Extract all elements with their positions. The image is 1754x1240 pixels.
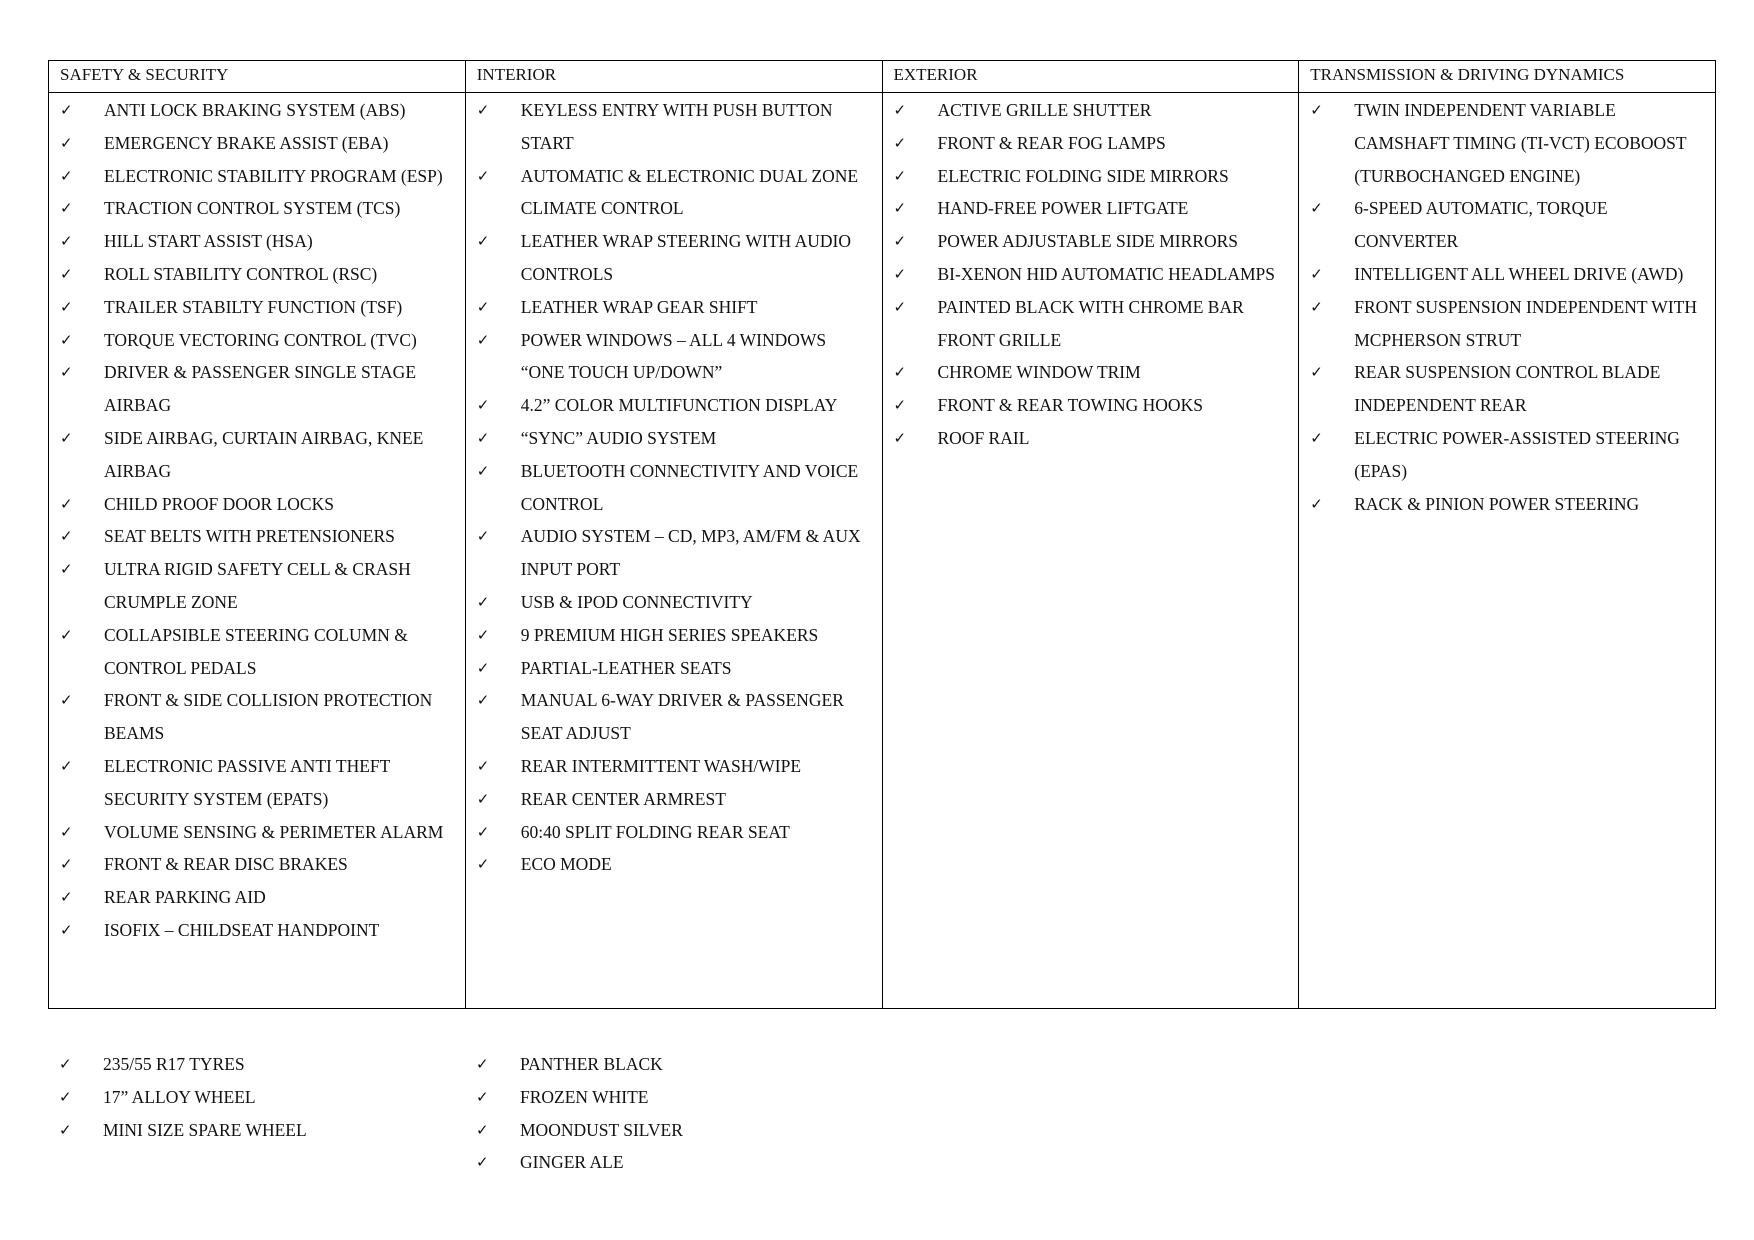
list-item-text: REAR SUSPENSION CONTROL BLADE INDEPENDENT REAR [1354,362,1661,416]
list-item-text: PANTHER BLACK [520,1054,663,1074]
list-item [49,324,465,357]
list-item-text: REAR CENTER ARMREST [520,788,726,809]
checkmark-icon: ✓ [893,363,907,382]
list-item-text: RACK & PINION POWER STEERING [1354,493,1640,514]
checkmark-icon: ✓ [476,1055,489,1073]
list-item-text: SIDE AIRBAG, CURTAIN AIRBAG, KNEE AIRBAG [104,427,424,481]
checkmark-icon: ✓ [476,789,490,808]
list-item-text: ACTIVE GRILLE SHUTTER [937,100,1152,120]
checkmark-icon: ✓ [893,396,907,415]
column-header-interior: INTERIOR [465,61,882,93]
list-item-text: PAINTED BLACK WITH CHROME BAR FRONT GRILLE [937,296,1244,350]
list-item-text: ROLL STABILITY CONTROL (RSC) [104,263,378,284]
list-item-text: HAND-FREE POWER LIFTGATE [937,198,1189,219]
list-item-text: MOONDUST SILVER [520,1119,683,1140]
list-item [49,816,465,849]
checkmark-icon: ✓ [476,166,490,185]
checkmark-icon: ✓ [893,428,907,447]
checkmark-icon: ✓ [476,855,490,874]
list-item [883,258,1299,291]
list-item-text: DRIVER & PASSENGER SINGLE STAGE AIRBAG [104,362,417,416]
list-item-text: REAR PARKING AID [104,887,266,908]
exterior-list [883,94,1299,455]
list-item-text: AUDIO SYSTEM – CD, MP3, AM/FM & AUX INPUT PORT [520,526,861,580]
checkmark-icon: ✓ [476,822,490,841]
list-item [1299,291,1715,357]
checkmark-icon: ✓ [1310,494,1323,513]
checkmark-icon: ✓ [476,461,490,480]
list-item [49,553,465,619]
checkmark-icon: ✓ [476,297,490,316]
list-item-text: POWER ADJUSTABLE SIDE MIRRORS [937,231,1239,252]
list-item-text: EMERGENCY BRAKE ASSIST (EBA) [104,132,389,153]
list-item [883,94,1299,127]
list-item [49,225,465,258]
checkmark-icon: ✓ [60,822,73,841]
list-item-text: FROZEN WHITE [520,1086,649,1107]
checkmark-icon: ✓ [60,264,73,283]
list-item [49,160,465,193]
checkmark-icon: ✓ [60,363,73,382]
list-item [49,127,465,160]
list-item [1299,422,1715,488]
list-item [1299,192,1715,258]
list-item-text: REAR INTERMITTENT WASH/WIPE [520,755,802,776]
list-item [48,1081,466,1114]
checkmark-icon: ✓ [893,101,907,119]
checkmark-icon: ✓ [59,1055,72,1073]
list-item [465,1114,883,1147]
list-item [466,94,882,160]
list-item [49,192,465,225]
checkmark-icon: ✓ [60,625,73,644]
list-item-text: 6-SPEED AUTOMATIC, TORQUE CONVERTER [1354,198,1608,252]
checkmark-icon: ✓ [60,855,73,874]
list-item-text: ELECTRIC FOLDING SIDE MIRRORS [937,165,1229,186]
list-item-text: FRONT SUSPENSION INDEPENDENT WITH MCPHERSON STRUT [1354,296,1697,350]
list-item [466,684,882,750]
checkmark-icon: ✓ [60,494,73,513]
list-item [466,750,882,783]
checkmark-icon: ✓ [893,133,907,152]
list-item-text: TORQUE VECTORING CONTROL (TVC) [104,329,417,350]
list-item [1299,94,1715,192]
checkmark-icon: ✓ [1310,199,1323,218]
colors-list [465,1048,883,1179]
list-item-text: HILL START ASSIST (HSA) [104,231,313,252]
list-item [466,324,882,390]
list-item-text: AUTOMATIC & ELECTRONIC DUAL ZONE CLIMATE CONTROL [520,165,859,219]
column-header-safety: SAFETY & SECURITY [49,61,466,93]
checkmark-icon: ✓ [476,1087,489,1106]
list-item-text: INTELLIGENT ALL WHEEL DRIVE (AWD) [1354,263,1684,284]
list-item [883,127,1299,160]
table-body-row [49,93,1716,1009]
list-item-text: ANTI LOCK BRAKING SYSTEM (ABS) [104,100,406,120]
checkmark-icon: ✓ [60,330,73,349]
list-item-text: ROOF RAIL [937,427,1030,448]
list-item [49,848,465,881]
list-item [466,520,882,586]
list-item [49,619,465,685]
list-item-text: LEATHER WRAP STEERING WITH AUDIO CONTROLS [520,231,851,284]
list-item [883,192,1299,225]
checkmark-icon: ✓ [1310,428,1323,447]
list-item-text: 9 PREMIUM HIGH SERIES SPEAKERS [520,624,819,645]
safety-list [49,94,465,947]
feature-table [48,60,1716,1009]
checkmark-icon: ✓ [60,888,73,907]
tyres-section [48,1048,466,1146]
checkmark-icon: ✓ [60,691,73,710]
checkmark-icon: ✓ [1310,297,1323,316]
table-header-row [49,61,1716,93]
exterior-column [882,93,1299,1009]
list-item-text: MANUAL 6-WAY DRIVER & PASSENGER SEAT ADJUST [520,690,844,744]
list-item [49,291,465,324]
list-item-text: BI-XENON HID AUTOMATIC HEADLAMPS [937,263,1276,284]
checkmark-icon: ✓ [476,232,490,251]
list-item-text: POWER WINDOWS – ALL 4 WINDOWS “ONE TOUCH UP/DOWN” [520,329,827,383]
list-item [466,783,882,816]
list-item [49,356,465,422]
checkmark-icon: ✓ [60,560,73,579]
checkmark-icon: ✓ [893,264,907,283]
checkmark-icon: ✓ [476,756,490,775]
checkmark-icon: ✓ [60,133,73,152]
list-item-text: FRONT & REAR TOWING HOOKS [937,395,1203,416]
checkmark-icon: ✓ [60,199,73,218]
interior-list [466,94,882,881]
interior-column [465,93,882,1009]
list-item-text: KEYLESS ENTRY WITH PUSH BUTTON START [520,100,833,153]
checkmark-icon: ✓ [60,297,73,316]
list-item [465,1146,883,1179]
list-item-text: COLLAPSIBLE STEERING COLUMN & CONTROL PEDALS [104,624,408,678]
checkmark-icon: ✓ [59,1120,72,1139]
list-item-text: “SYNC” AUDIO SYSTEM [520,427,717,448]
list-item-text: 235/55 R17 TYRES [103,1054,245,1074]
list-item-text: 60:40 SPLIT FOLDING REAR SEAT [520,821,790,842]
checkmark-icon: ✓ [1310,264,1323,283]
list-item [1299,356,1715,422]
list-item [883,422,1299,455]
list-item [466,848,882,881]
list-item [48,1048,466,1081]
checkmark-icon: ✓ [1310,101,1323,119]
list-item-text: 17” ALLOY WHEEL [103,1086,256,1107]
checkmark-icon: ✓ [476,592,490,611]
list-item-text: PARTIAL-LEATHER SEATS [520,657,732,678]
checkmark-icon: ✓ [476,527,490,546]
checkmark-icon: ✓ [893,232,907,251]
list-item [466,160,882,226]
list-item-text: ELECTRONIC PASSIVE ANTI THEFT SECURITY SYSTEM (EPATS) [104,755,391,809]
list-item [466,455,882,521]
list-item [466,389,882,422]
list-item-text: FRONT & SIDE COLLISION PROTECTION BEAMS [104,690,433,744]
transmission-list [1299,94,1715,520]
list-item-text: USB & IPOD CONNECTIVITY [520,591,753,612]
checkmark-icon: ✓ [476,101,490,119]
list-item [1299,258,1715,291]
tyres-list [48,1048,466,1146]
list-item [883,225,1299,258]
checkmark-icon: ✓ [60,166,73,185]
list-item-text: SEAT BELTS WITH PRETENSIONERS [104,526,395,547]
list-item-text: ELECTRIC POWER-ASSISTED STEERING (EPAS) [1354,427,1680,481]
list-item-text: ELECTRONIC STABILITY PROGRAM (ESP) [104,165,443,186]
list-item [466,291,882,324]
list-item-text: ISOFIX – CHILDSEAT HANDPOINT [104,919,380,940]
list-item [466,816,882,849]
list-item [49,422,465,488]
checkmark-icon: ✓ [476,1120,489,1139]
list-item [883,160,1299,193]
list-item-text: MINI SIZE SPARE WHEEL [103,1119,307,1140]
list-item-text: 4.2” COLOR MULTIFUNCTION DISPLAY [520,395,838,416]
checkmark-icon: ✓ [893,166,907,185]
list-item [49,881,465,914]
list-item-text: TWIN INDEPENDENT VARIABLE CAMSHAFT TIMING (TI-VCT) ECOBOOST (TURBOCHANGED ENGINE) [1354,100,1687,186]
checkmark-icon: ✓ [60,232,73,251]
list-item [466,652,882,685]
list-item-text: LEATHER WRAP GEAR SHIFT [520,296,758,317]
list-item [49,488,465,521]
checkmark-icon: ✓ [476,691,490,710]
colors-section [465,1048,883,1179]
list-item-text: ECO MODE [520,854,612,875]
checkmark-icon: ✓ [476,330,490,349]
list-item [1299,488,1715,521]
column-header-transmission: TRANSMISSION & DRIVING DYNAMICS [1299,61,1716,93]
list-item-text: FRONT & REAR FOG LAMPS [937,132,1166,153]
checkmark-icon: ✓ [60,527,73,546]
checkmark-icon: ✓ [476,428,490,447]
list-item-text: TRAILER STABILTY FUNCTION (TSF) [104,296,403,317]
list-item-text: BLUETOOTH CONNECTIVITY AND VOICE CONTROL [520,460,859,514]
safety-column [49,93,466,1009]
checkmark-icon: ✓ [476,1153,489,1172]
list-item-text: TRACTION CONTROL SYSTEM (TCS) [104,198,401,219]
list-item [466,225,882,291]
list-item [49,94,465,127]
list-item [49,520,465,553]
list-item [49,684,465,750]
checkmark-icon: ✓ [60,101,73,119]
list-item-text: ULTRA RIGID SAFETY CELL & CRASH CRUMPLE ZONE [104,559,411,612]
list-item [49,258,465,291]
list-item [49,914,465,947]
list-item [466,619,882,652]
transmission-column [1299,93,1716,1009]
list-item [883,356,1299,389]
checkmark-icon: ✓ [476,625,490,644]
checkmark-icon: ✓ [893,297,907,316]
list-item-text: VOLUME SENSING & PERIMETER ALARM [104,821,444,842]
checkmark-icon: ✓ [476,658,490,677]
list-item [883,389,1299,422]
list-item [48,1114,466,1147]
checkmark-icon: ✓ [60,428,73,447]
list-item [466,422,882,455]
checkmark-icon: ✓ [1310,363,1323,382]
list-item-text: CHILD PROOF DOOR LOCKS [104,493,334,514]
list-item-text: GINGER ALE [520,1152,624,1173]
list-item-text: CHROME WINDOW TRIM [937,362,1141,383]
list-item [49,750,465,816]
checkmark-icon: ✓ [60,756,73,775]
list-item [465,1081,883,1114]
checkmark-icon: ✓ [59,1087,72,1106]
list-item [466,586,882,619]
checkmark-icon: ✓ [476,396,490,415]
list-item-text: FRONT & REAR DISC BRAKES [104,854,348,875]
checkmark-icon: ✓ [893,199,907,218]
list-item [465,1048,883,1081]
list-item [883,291,1299,357]
checkmark-icon: ✓ [60,920,73,939]
column-header-exterior: EXTERIOR [882,61,1299,93]
